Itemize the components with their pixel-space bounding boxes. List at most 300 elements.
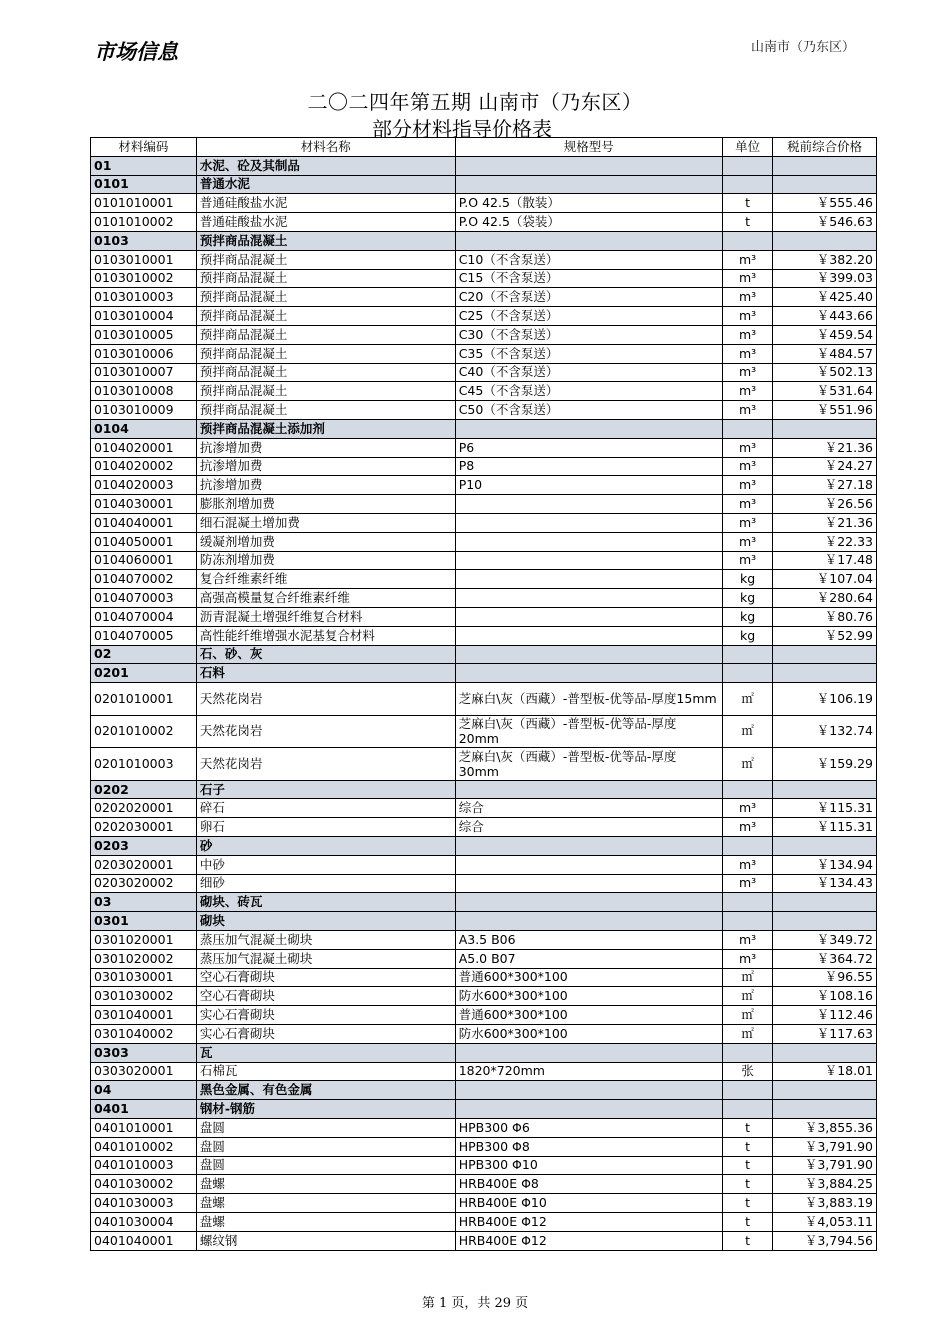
cell-price: ￥425.40 — [773, 288, 877, 307]
cell-price: ￥551.96 — [773, 401, 877, 420]
cell-price: ￥349.72 — [773, 930, 877, 949]
table-row — [91, 513, 877, 532]
col-header-price: 税前综合价格 — [773, 138, 877, 157]
cell-code: 0401010001 — [91, 1118, 197, 1137]
header-region: 山南市（乃东区） — [750, 40, 855, 55]
document-subtitle: 部分材料指导价格表 — [372, 117, 552, 141]
table-row — [91, 344, 877, 363]
cell-price: ￥117.63 — [773, 1024, 877, 1043]
table-row — [91, 401, 877, 420]
cell-code: 0104020002 — [91, 457, 197, 476]
section-row — [91, 156, 877, 175]
cell-code: 0104030001 — [91, 495, 197, 514]
cell-name: 螺纹钢 — [196, 1231, 455, 1250]
cell-code: 0401030004 — [91, 1212, 197, 1231]
cell-price: ￥280.64 — [773, 589, 877, 608]
cell-spec: HRB400E Φ10 — [455, 1194, 722, 1213]
cell-code: 0104020003 — [91, 476, 197, 495]
cell-price: ￥27.18 — [773, 476, 877, 495]
cell-spec: C20（不含泵送） — [455, 288, 722, 307]
cell-spec — [455, 175, 722, 194]
cell-spec: P10 — [455, 476, 722, 495]
cell-name: 预拌商品混凝土 — [196, 288, 455, 307]
table-row — [91, 1024, 877, 1043]
cell-price: ￥459.54 — [773, 325, 877, 344]
table-row — [91, 457, 877, 476]
cell-name: 防冻剂增加费 — [196, 551, 455, 570]
table-row — [91, 551, 877, 570]
cell-name: 膨胀剂增加费 — [196, 495, 455, 514]
cell-price: ￥26.56 — [773, 495, 877, 514]
cell-spec: HPB300 Φ6 — [455, 1118, 722, 1137]
cell-spec — [455, 855, 722, 874]
cell-price: ￥531.64 — [773, 382, 877, 401]
page-number: 第 1 页，共 29 页 — [421, 1296, 529, 1311]
cell-price: ￥21.36 — [773, 513, 877, 532]
cell-unit: ㎡ — [722, 968, 772, 987]
cell-name: 预拌商品混凝土 — [196, 382, 455, 401]
cell-spec — [455, 589, 722, 608]
cell-code: 0301040002 — [91, 1024, 197, 1043]
cell-code: 0103010009 — [91, 401, 197, 420]
cell-name: 沥青混凝土增强纤维复合材料 — [196, 607, 455, 626]
cell-unit: m³ — [722, 532, 772, 551]
cell-name: 石料 — [196, 664, 455, 683]
cell-unit — [722, 912, 772, 931]
cell-price: ￥159.29 — [773, 748, 877, 781]
table-row — [91, 1175, 877, 1194]
cell-unit: kg — [722, 607, 772, 626]
cell-name: 空心石膏砌块 — [196, 987, 455, 1006]
cell-code: 0201010001 — [91, 683, 197, 716]
cell-price — [773, 231, 877, 250]
cell-name: 黑色金属、有色金属 — [196, 1081, 455, 1100]
cell-code: 0401030003 — [91, 1194, 197, 1213]
cell-code: 0103 — [91, 231, 197, 250]
cell-price: ￥4,053.11 — [773, 1212, 877, 1231]
cell-spec — [455, 645, 722, 664]
table-row — [91, 288, 877, 307]
table-row — [91, 949, 877, 968]
cell-unit: m³ — [722, 401, 772, 420]
cell-price: ￥134.43 — [773, 874, 877, 893]
cell-price: ￥22.33 — [773, 532, 877, 551]
cell-price: ￥106.19 — [773, 683, 877, 716]
cell-code: 0104070002 — [91, 570, 197, 589]
cell-unit — [722, 664, 772, 683]
cell-price — [773, 175, 877, 194]
cell-spec: P.O 42.5（袋装） — [455, 213, 722, 232]
cell-spec: 综合 — [455, 799, 722, 818]
table-row — [91, 874, 877, 893]
cell-name: 抗渗增加费 — [196, 476, 455, 495]
table-row — [91, 213, 877, 232]
cell-spec: C10（不含泵送） — [455, 250, 722, 269]
cell-name: 石棉瓦 — [196, 1062, 455, 1081]
cell-spec: A3.5 B06 — [455, 930, 722, 949]
cell-price: ￥484.57 — [773, 344, 877, 363]
cell-name: 钢材-钢筋 — [196, 1100, 455, 1119]
cell-name: 盘圆 — [196, 1156, 455, 1175]
cell-code: 0103010007 — [91, 363, 197, 382]
cell-price: ￥3,884.25 — [773, 1175, 877, 1194]
cell-price — [773, 1081, 877, 1100]
cell-spec — [455, 551, 722, 570]
cell-code: 0203020001 — [91, 855, 197, 874]
cell-spec: P8 — [455, 457, 722, 476]
cell-spec: 防水600*300*100 — [455, 1024, 722, 1043]
cell-unit — [722, 231, 772, 250]
cell-unit — [722, 1043, 772, 1062]
cell-price: ￥115.31 — [773, 818, 877, 837]
cell-spec: HRB400E Φ12 — [455, 1212, 722, 1231]
cell-spec: HRB400E Φ8 — [455, 1175, 722, 1194]
cell-code: 0301020002 — [91, 949, 197, 968]
cell-price: ￥52.99 — [773, 626, 877, 645]
table-row — [91, 325, 877, 344]
cell-code: 0101010002 — [91, 213, 197, 232]
cell-unit: ㎡ — [722, 748, 772, 781]
cell-spec: C15（不含泵送） — [455, 269, 722, 288]
cell-price: ￥555.46 — [773, 194, 877, 213]
table-row — [91, 930, 877, 949]
cell-code: 0202030001 — [91, 818, 197, 837]
table-row — [91, 1118, 877, 1137]
cell-price: ￥3,791.90 — [773, 1137, 877, 1156]
cell-unit: t — [722, 1137, 772, 1156]
table-row — [91, 495, 877, 514]
cell-unit — [722, 175, 772, 194]
cell-name: 天然花岗岩 — [196, 683, 455, 716]
cell-code: 0401010003 — [91, 1156, 197, 1175]
cell-spec: 1820*720mm — [455, 1062, 722, 1081]
cell-name: 砂 — [196, 837, 455, 856]
cell-unit: m³ — [722, 438, 772, 457]
cell-spec — [455, 570, 722, 589]
cell-code: 0103010004 — [91, 307, 197, 326]
table-row — [91, 1212, 877, 1231]
table-row — [91, 1231, 877, 1250]
cell-unit: m³ — [722, 495, 772, 514]
cell-name: 盘圆 — [196, 1137, 455, 1156]
cell-spec — [455, 1081, 722, 1100]
cell-code: 0103010003 — [91, 288, 197, 307]
cell-unit: m³ — [722, 855, 772, 874]
cell-name: 盘螺 — [196, 1212, 455, 1231]
table-row — [91, 968, 877, 987]
table-row — [91, 607, 877, 626]
cell-spec: 芝麻白\灰（西藏）-普型板-优等品-厚度 20mm — [455, 715, 722, 748]
table-row — [91, 855, 877, 874]
table-row — [91, 269, 877, 288]
cell-name: 预拌商品混凝土 — [196, 363, 455, 382]
cell-spec — [455, 837, 722, 856]
table-row — [91, 1062, 877, 1081]
col-header-name: 材料名称 — [196, 138, 455, 157]
cell-name: 盘螺 — [196, 1175, 455, 1194]
cell-code: 0201 — [91, 664, 197, 683]
cell-spec — [455, 664, 722, 683]
cell-name: 高强高模量复合纤维素纤维 — [196, 589, 455, 608]
cell-name: 砌块 — [196, 912, 455, 931]
cell-unit: m³ — [722, 307, 772, 326]
cell-price — [773, 645, 877, 664]
cell-name: 高性能纤维增强水泥基复合材料 — [196, 626, 455, 645]
cell-name: 预拌商品混凝土 — [196, 325, 455, 344]
cell-code: 02 — [91, 645, 197, 664]
cell-unit: m³ — [722, 250, 772, 269]
cell-code: 04 — [91, 1081, 197, 1100]
cell-unit: t — [722, 1212, 772, 1231]
cell-code: 0401040001 — [91, 1231, 197, 1250]
cell-code: 0301020001 — [91, 930, 197, 949]
cell-spec: HPB300 Φ8 — [455, 1137, 722, 1156]
cell-spec — [455, 495, 722, 514]
table-row — [91, 438, 877, 457]
col-header-unit: 单位 — [722, 138, 772, 157]
cell-unit: t — [722, 1194, 772, 1213]
cell-spec — [455, 1043, 722, 1062]
section-row — [91, 893, 877, 912]
cell-price — [773, 912, 877, 931]
cell-code: 01 — [91, 156, 197, 175]
cell-spec: P6 — [455, 438, 722, 457]
table-header-row — [91, 138, 877, 157]
cell-unit — [722, 156, 772, 175]
cell-unit: m³ — [722, 382, 772, 401]
cell-code: 0301030001 — [91, 968, 197, 987]
cell-spec: 综合 — [455, 818, 722, 837]
cell-spec: HRB400E Φ12 — [455, 1231, 722, 1250]
cell-code: 0203020002 — [91, 874, 197, 893]
cell-spec: A5.0 B07 — [455, 949, 722, 968]
cell-code: 0104060001 — [91, 551, 197, 570]
cell-unit: m³ — [722, 513, 772, 532]
cell-price — [773, 837, 877, 856]
cell-name: 普通硅酸盐水泥 — [196, 194, 455, 213]
section-row — [91, 912, 877, 931]
cell-spec: C25（不含泵送） — [455, 307, 722, 326]
cell-unit: m³ — [722, 457, 772, 476]
cell-code: 0301040001 — [91, 1006, 197, 1025]
table-row — [91, 818, 877, 837]
cell-name: 复合纤维素纤维 — [196, 570, 455, 589]
cell-unit: ㎡ — [722, 683, 772, 716]
col-header-spec: 规格型号 — [455, 138, 722, 157]
cell-price: ￥3,883.19 — [773, 1194, 877, 1213]
cell-price: ￥364.72 — [773, 949, 877, 968]
cell-unit: m³ — [722, 363, 772, 382]
cell-unit: t — [722, 1175, 772, 1194]
cell-price: ￥502.13 — [773, 363, 877, 382]
cell-unit: ㎡ — [722, 715, 772, 748]
cell-code: 0104070005 — [91, 626, 197, 645]
cell-name: 预拌商品混凝土 — [196, 250, 455, 269]
cell-code: 0101 — [91, 175, 197, 194]
table-row — [91, 799, 877, 818]
cell-code: 03 — [91, 893, 197, 912]
cell-name: 石、砂、灰 — [196, 645, 455, 664]
cell-name: 盘螺 — [196, 1194, 455, 1213]
price-table-body — [91, 156, 877, 1250]
cell-spec — [455, 780, 722, 799]
cell-spec — [455, 912, 722, 931]
cell-name: 石子 — [196, 780, 455, 799]
table-row — [91, 1006, 877, 1025]
cell-unit: m³ — [722, 818, 772, 837]
cell-unit: t — [722, 213, 772, 232]
cell-name: 蒸压加气混凝土砌块 — [196, 949, 455, 968]
cell-unit: m³ — [722, 288, 772, 307]
cell-code: 0201010003 — [91, 748, 197, 781]
cell-name: 天然花岗岩 — [196, 748, 455, 781]
cell-price: ￥3,791.90 — [773, 1156, 877, 1175]
section-row — [91, 231, 877, 250]
cell-unit — [722, 837, 772, 856]
cell-unit: m³ — [722, 325, 772, 344]
cell-code: 0104070004 — [91, 607, 197, 626]
cell-code: 0401030002 — [91, 1175, 197, 1194]
cell-unit: ㎡ — [722, 1006, 772, 1025]
document-title: 二〇二四年第五期 山南市（乃东区） — [307, 90, 643, 114]
cell-unit — [722, 893, 772, 912]
cell-name: 砌块、砖瓦 — [196, 893, 455, 912]
cell-price — [773, 664, 877, 683]
table-row — [91, 1194, 877, 1213]
cell-spec: C30（不含泵送） — [455, 325, 722, 344]
section-row — [91, 419, 877, 438]
cell-unit: t — [722, 194, 772, 213]
cell-name: 实心石膏砌块 — [196, 1006, 455, 1025]
cell-unit: m³ — [722, 874, 772, 893]
cell-name: 预拌商品混凝土 — [196, 231, 455, 250]
cell-name: 缓凝剂增加费 — [196, 532, 455, 551]
cell-price — [773, 156, 877, 175]
cell-spec — [455, 231, 722, 250]
table-row — [91, 589, 877, 608]
cell-code: 0201010002 — [91, 715, 197, 748]
cell-unit: ㎡ — [722, 987, 772, 1006]
cell-code: 0303 — [91, 1043, 197, 1062]
cell-unit: kg — [722, 626, 772, 645]
cell-unit — [722, 1100, 772, 1119]
table-row — [91, 532, 877, 551]
cell-name: 瓦 — [196, 1043, 455, 1062]
table-row — [91, 194, 877, 213]
cell-price: ￥132.74 — [773, 715, 877, 748]
cell-spec: 芝麻白\灰（西藏）-普型板-优等品-厚度 30mm — [455, 748, 722, 781]
header-publication-title: 市场信息 — [94, 40, 178, 64]
cell-code: 0104040001 — [91, 513, 197, 532]
cell-price: ￥382.20 — [773, 250, 877, 269]
cell-price: ￥3,855.36 — [773, 1118, 877, 1137]
cell-code: 0202 — [91, 780, 197, 799]
cell-price — [773, 1100, 877, 1119]
cell-name: 普通水泥 — [196, 175, 455, 194]
cell-spec: 普通600*300*100 — [455, 968, 722, 987]
cell-unit: m³ — [722, 269, 772, 288]
table-row — [91, 748, 877, 781]
cell-code: 0103010005 — [91, 325, 197, 344]
table-row — [91, 987, 877, 1006]
section-row — [91, 1100, 877, 1119]
cell-spec: C50（不含泵送） — [455, 401, 722, 420]
cell-spec — [455, 156, 722, 175]
section-row — [91, 1043, 877, 1062]
table-row — [91, 715, 877, 748]
cell-price: ￥115.31 — [773, 799, 877, 818]
cell-price: ￥21.36 — [773, 438, 877, 457]
cell-spec — [455, 1100, 722, 1119]
cell-name: 水泥、砼及其制品 — [196, 156, 455, 175]
cell-code: 0101010001 — [91, 194, 197, 213]
table-row — [91, 1137, 877, 1156]
cell-name: 碎石 — [196, 799, 455, 818]
cell-unit — [722, 419, 772, 438]
cell-price: ￥107.04 — [773, 570, 877, 589]
cell-code: 0103010001 — [91, 250, 197, 269]
cell-spec — [455, 893, 722, 912]
cell-spec — [455, 607, 722, 626]
cell-spec — [455, 626, 722, 645]
cell-unit: t — [722, 1156, 772, 1175]
cell-code: 0301030002 — [91, 987, 197, 1006]
cell-unit: t — [722, 1231, 772, 1250]
cell-spec: P.O 42.5（散装） — [455, 194, 722, 213]
cell-spec: C35（不含泵送） — [455, 344, 722, 363]
cell-name: 细砂 — [196, 874, 455, 893]
cell-price: ￥546.63 — [773, 213, 877, 232]
table-row — [91, 476, 877, 495]
cell-name: 预拌商品混凝土 — [196, 307, 455, 326]
cell-name: 空心石膏砌块 — [196, 968, 455, 987]
cell-spec: HPB300 Φ10 — [455, 1156, 722, 1175]
table-row — [91, 307, 877, 326]
cell-name: 预拌商品混凝土 — [196, 344, 455, 363]
col-header-code: 材料编码 — [91, 138, 197, 157]
section-row — [91, 175, 877, 194]
table-row — [91, 382, 877, 401]
cell-name: 预拌商品混凝土添加剂 — [196, 419, 455, 438]
cell-unit: kg — [722, 570, 772, 589]
cell-spec: 普通600*300*100 — [455, 1006, 722, 1025]
cell-name: 抗渗增加费 — [196, 438, 455, 457]
cell-name: 预拌商品混凝土 — [196, 401, 455, 420]
price-table — [90, 137, 877, 1251]
cell-code: 0203 — [91, 837, 197, 856]
table-row — [91, 1156, 877, 1175]
cell-name: 中砂 — [196, 855, 455, 874]
table-row — [91, 626, 877, 645]
cell-unit: m³ — [722, 476, 772, 495]
cell-unit: m³ — [722, 949, 772, 968]
cell-spec: 防水600*300*100 — [455, 987, 722, 1006]
cell-code: 0104070003 — [91, 589, 197, 608]
cell-spec — [455, 874, 722, 893]
cell-unit: m³ — [722, 551, 772, 570]
cell-name: 盘圆 — [196, 1118, 455, 1137]
section-row — [91, 645, 877, 664]
table-row — [91, 363, 877, 382]
cell-name: 卵石 — [196, 818, 455, 837]
section-row — [91, 664, 877, 683]
table-row — [91, 683, 877, 716]
table-row — [91, 570, 877, 589]
cell-code: 0104050001 — [91, 532, 197, 551]
cell-spec: C45（不含泵送） — [455, 382, 722, 401]
cell-unit — [722, 645, 772, 664]
cell-name: 预拌商品混凝土 — [196, 269, 455, 288]
